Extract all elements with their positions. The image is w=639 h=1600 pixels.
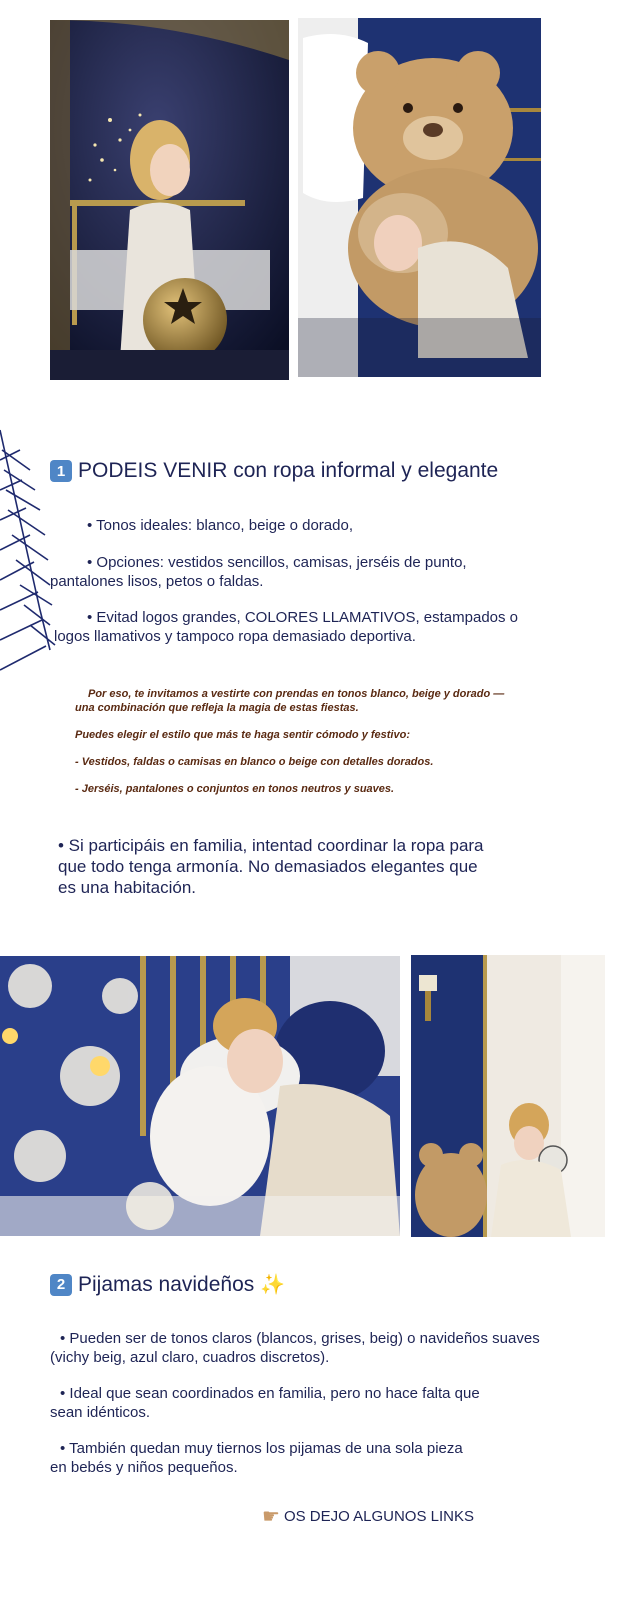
bullet-3: [54, 608, 584, 646]
bullet-3-text: • Evitad logos grandes, COLORES LLAMATIVOS, estampados o: [87, 609, 519, 626]
photo-girl-with-bell: [50, 20, 289, 380]
note-line-2: una combinación que refleja la magia de estas fiestas.: [75, 702, 359, 714]
closing-line-3: es una habitación.: [58, 878, 196, 897]
pijama-bullet-2-continuation: sean idénticos.: [50, 1404, 151, 1421]
number-1-badge: 1: [50, 460, 72, 482]
family-coordination-text: [58, 835, 568, 898]
bullet-1: [50, 516, 353, 535]
section-2-heading: [50, 1272, 285, 1297]
photo-child-with-clock: [411, 955, 605, 1237]
closing-line-2: que todo tenga armonía. No demasiados elegantes que: [58, 857, 478, 876]
photo-child-sleeping-in-bed: [0, 956, 400, 1236]
pijama-bullet-2-text: • Ideal que sean coordinados en familia, pero no hace falta que: [60, 1385, 480, 1402]
number-2-badge: 2: [50, 1274, 72, 1296]
bullet-1-text: • Tonos ideales: blanco, beige o dorado,: [87, 517, 354, 534]
closing-line-1: • Si participáis en familia, intentad coordinar la ropa para: [58, 836, 484, 855]
note-line-4: - Vestidos, faldas o camisas en blanco o beige con detalles dorados.: [75, 756, 434, 768]
section-1-title: PODEIS VENIR con ropa informal y elegante: [78, 459, 499, 482]
bullet-2-text: • Opciones: vestidos sencillos, camisas, jerséis de punto,: [87, 554, 467, 571]
pijama-bullet-3-continuation: en bebés y niños pequeños.: [50, 1459, 238, 1476]
pointing-hand-icon: ☛: [262, 1506, 280, 1528]
photo-girl-with-teddy-bear: [298, 18, 541, 377]
bullet-2-continuation: pantalones lisos, petos o faldas.: [50, 573, 264, 590]
pijama-bullet-1: [50, 1329, 630, 1367]
pijama-bullet-3-text: • También quedan muy tiernos los pijamas de una sola pieza: [60, 1440, 463, 1457]
sparkles-icon: ✨: [260, 1274, 286, 1296]
bullet-2: [50, 553, 570, 591]
style-note: [75, 687, 575, 796]
note-line-1: Por eso, te invitamos a vestirte con prendas en tonos blanco, beige y dorado —: [88, 688, 505, 700]
pine-branch-decoration: [0, 410, 60, 680]
links-callout[interactable]: [262, 1504, 474, 1529]
note-line-5: - Jerséis, pantalones o conjuntos en tonos neutros y suaves.: [75, 783, 395, 795]
section-2-title: Pijamas navideños: [78, 1272, 255, 1296]
pijama-bullet-3: [50, 1439, 570, 1477]
note-line-3: Puedes elegir el estilo que más te haga sentir cómodo y festivo:: [75, 729, 410, 741]
section-1-heading: [50, 459, 498, 483]
links-label: OS DEJO ALGUNOS LINKS: [283, 1508, 474, 1525]
bullet-3-continuation: logos llamativos y tampoco ropa demasiado deportiva.: [54, 628, 416, 645]
pijama-bullet-2: [50, 1384, 570, 1422]
pijama-bullet-1-continuation: (vichy beig, azul claro, cuadros discretos).: [50, 1349, 330, 1366]
pijama-bullet-1-text: • Pueden ser de tonos claros (blancos, grises, beig) o navideños suaves: [60, 1330, 540, 1347]
